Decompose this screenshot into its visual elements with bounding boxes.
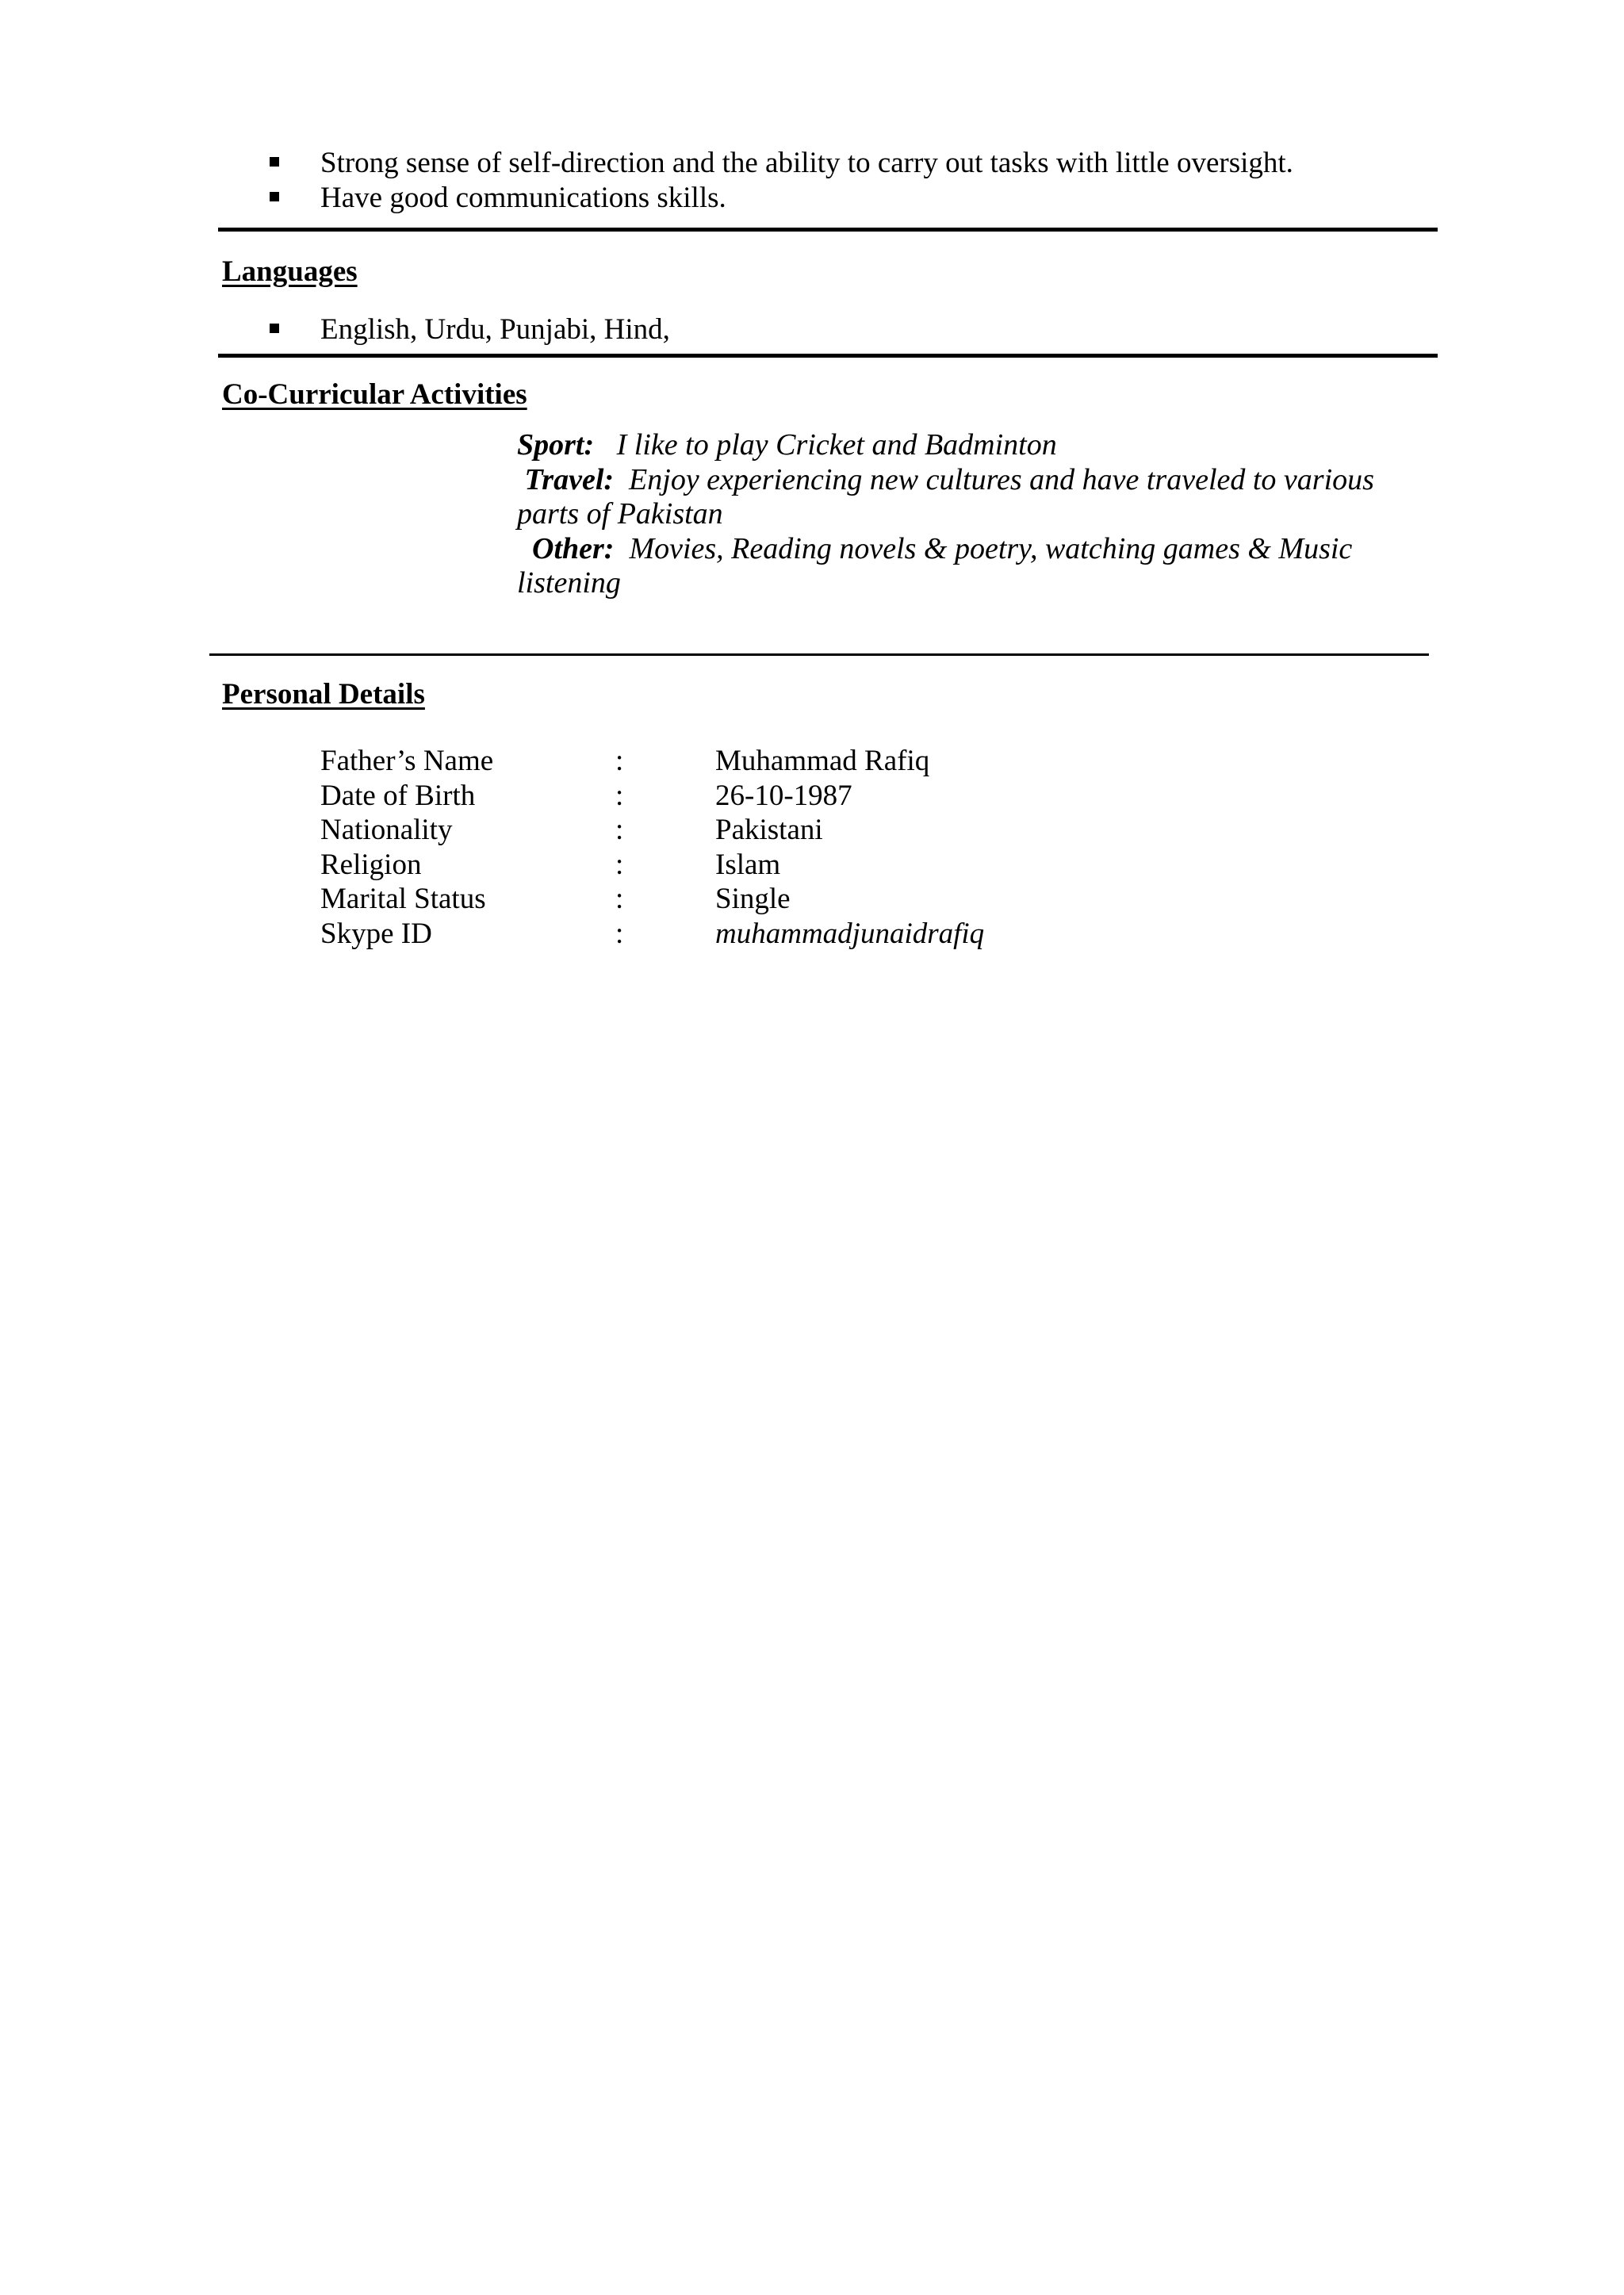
section-divider bbox=[218, 354, 1438, 358]
co-curricular-activities bbox=[517, 428, 1397, 601]
detail-separator: : bbox=[615, 745, 624, 777]
skill-item-text: Have good communications skills. bbox=[320, 182, 726, 214]
detail-row-marital-status bbox=[320, 882, 1113, 917]
detail-separator: : bbox=[615, 814, 624, 846]
sport-text: I like to play Cricket and Badminton bbox=[616, 428, 1057, 462]
travel-text: Enjoy experiencing new cultures and have traveled to various parts of Pakistan bbox=[517, 462, 1374, 531]
detail-value: Single bbox=[715, 883, 791, 915]
detail-label: Skype ID bbox=[320, 917, 432, 950]
detail-value: Islam bbox=[715, 848, 781, 881]
square-bullet-icon bbox=[270, 192, 279, 201]
travel-activity bbox=[517, 463, 1397, 532]
detail-row-date-of-birth bbox=[320, 779, 1113, 814]
personal-details-heading: Personal Details bbox=[222, 678, 425, 711]
detail-separator: : bbox=[615, 848, 624, 881]
personal-details-table bbox=[320, 744, 1113, 951]
detail-separator: : bbox=[615, 883, 624, 915]
detail-label: Nationality bbox=[320, 814, 453, 846]
other-activity bbox=[517, 532, 1397, 601]
detail-row-religion bbox=[320, 848, 1113, 883]
other-text: Movies, Reading novels & poetry, watching games & Music listening bbox=[517, 531, 1353, 600]
travel-label: Travel: bbox=[524, 462, 615, 496]
sport-label: Sport: bbox=[517, 428, 595, 462]
detail-row-nationality bbox=[320, 813, 1113, 848]
skill-item-text: Strong sense of self-direction and the ability to carry out tasks with little oversight. bbox=[320, 147, 1293, 179]
co-curricular-heading: Co-Curricular Activities bbox=[222, 378, 527, 411]
detail-label: Date of Birth bbox=[320, 779, 476, 812]
square-bullet-icon bbox=[270, 324, 279, 333]
other-label: Other: bbox=[532, 531, 615, 565]
detail-separator: : bbox=[615, 779, 624, 812]
detail-row-fathers-name bbox=[320, 744, 1113, 779]
detail-value: 26-10-1987 bbox=[715, 779, 852, 812]
detail-value: Pakistani bbox=[715, 814, 823, 846]
languages-heading: Languages bbox=[222, 255, 358, 288]
detail-value: muhammadjunaidrafiq bbox=[715, 917, 985, 950]
sport-activity bbox=[517, 428, 1397, 463]
square-bullet-icon bbox=[270, 157, 279, 167]
detail-row-skype-id bbox=[320, 917, 1113, 952]
detail-separator: : bbox=[615, 917, 624, 950]
detail-label: Father’s Name bbox=[320, 745, 494, 777]
detail-value: Muhammad Rafiq bbox=[715, 745, 930, 777]
detail-label: Marital Status bbox=[320, 883, 486, 915]
language-item-text: English, Urdu, Punjabi, Hind, bbox=[320, 313, 670, 346]
detail-label: Religion bbox=[320, 848, 422, 881]
section-divider bbox=[209, 653, 1429, 656]
section-divider bbox=[218, 228, 1438, 232]
